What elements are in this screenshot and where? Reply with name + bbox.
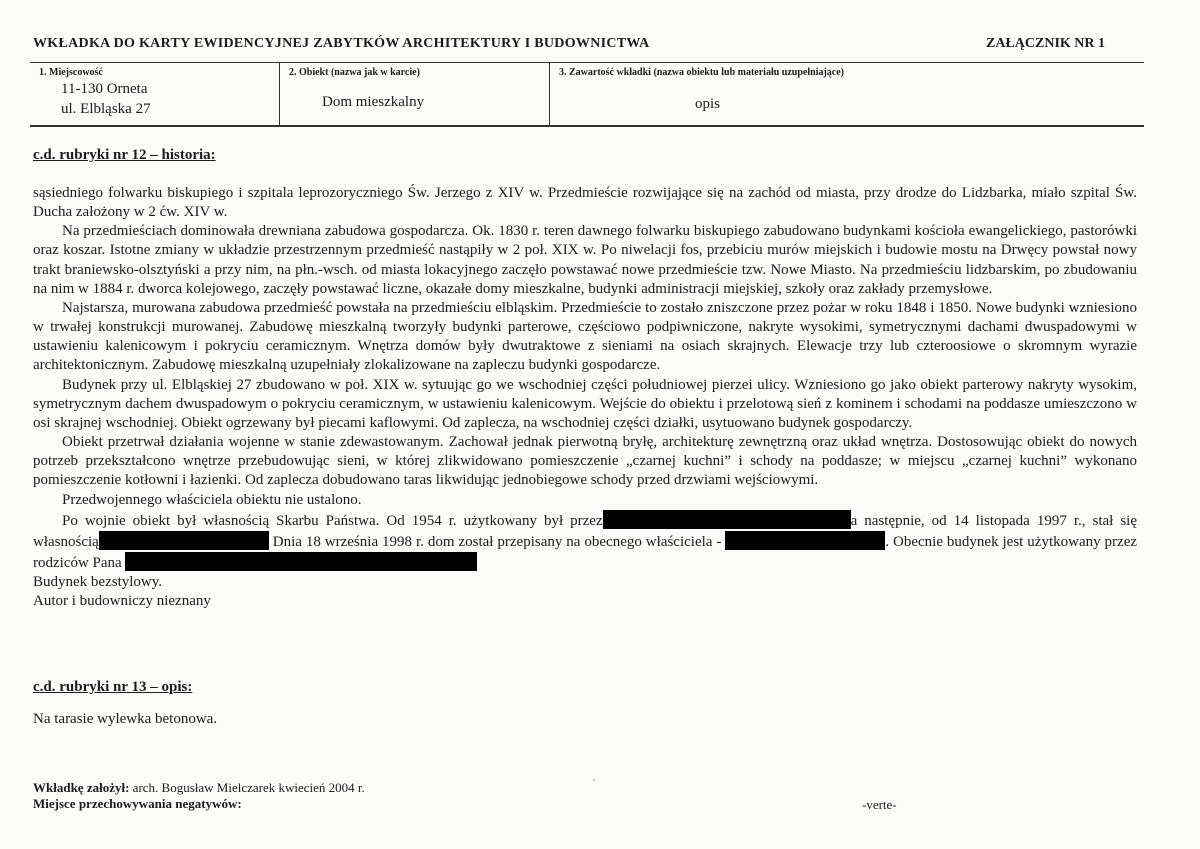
location-street: ul. Elbląska 27 [61, 101, 151, 117]
ownership-paragraph [33, 510, 1137, 573]
style-note: Budynek bezstylowy. [33, 574, 163, 591]
redaction-bar [99, 531, 269, 550]
verte-note: -verte- [862, 797, 897, 812]
location-cell [30, 63, 280, 125]
content-cell [549, 63, 1143, 125]
section13-heading: c.d. rubryki nr 13 – opis: [33, 679, 193, 695]
location-postal: 11-130 Orneta [61, 81, 148, 97]
content-label: 3. Zawartość wkładki (nazwa obiektu lub materiału uzupełniające) [559, 67, 845, 78]
history-paragraph: Obiekt przetrwał działania wojenne w stanie zdewastowanym. Zachował jednak pierwotną bryłę, architekturę zewnętrzną oraz układ wnętrza. Dostosowując obiekt do nowych potrzeb przekształcono wnętrze przebudowując sieni, w której zlikwidowano pomieszczenie „czarnej kuchni” i schody na poddasze; w miejscu „czarnej kuchni” wykonano pomieszczenie kotłowni i łazienki. Od zaplecza dobudowano taras likwidując jednobiegowe schody przed drzwiami wejściowymi. [33, 434, 1137, 489]
history-paragraph: Na przedmieściach dominowała drewniana zabudowa gospodarcza. Ok. 1830 r. teren dawnego folwarku biskupiego zabudowano budynkami kościoła ewangelickiego, pastorówki oraz koszar. Istotne zmiany w układzie przestrzennym przedmieść nastąpiły w 2 poł. XIX w. Po niwelacji fos, przebiciu murów miejskich i budowie mostu na Drwęcy powstał nowy trakt braniewsko-olsztyński a przy nim, na płn.-wsch. od miasta lokacyjnego zaczęło powstawać nowe przedmieście tzw. Nowe Miasto. Na przedmieściu lidzbarskim, po zbudowaniu na nim w 1884 r. dworca kolejowego, zaczęły powstawać liczne, okazałe domy mieszkalne, budynki administracji miejskiej, szkoły oraz zakłady przemysłowe. [33, 223, 1137, 297]
history-paragraph: sąsiedniego folwarku biskupiego i szpitala leprozoryczniego Św. Jerzego z XIV w. Przedmieście rozwijające się na zachód od miasta, przy drodze do Lidzbarka, miało szpital Św. Ducha założony w 2 ćw. XIV w. [33, 185, 1137, 221]
author-value: arch. Bogusław Mielczarek kwiecień 2004 r. [132, 780, 365, 795]
ownership-text: . Obecnie budynek jest użytkowany przez rodziców Pana [33, 533, 1138, 571]
header-fields-table [30, 62, 1144, 127]
ownership-text: Dnia 18 września 1998 r. dom został przepisany na obecnego właściciela - [268, 533, 726, 550]
object-label: 2. Obiekt (nazwa jak w karcie) [289, 67, 420, 78]
insert-author-line [33, 780, 365, 796]
history-text [33, 184, 1137, 611]
history-paragraph: Przedwojennego właściciela obiektu nie ustalono. [62, 491, 362, 508]
pen-mark: ′ [593, 778, 596, 789]
section12-heading: c.d. rubryki nr 12 – historia: [33, 147, 216, 163]
negatives-location-label: Miejsce przechowywania negatywów: [33, 796, 242, 811]
author-note: Autor i budowniczy nieznany [33, 593, 211, 610]
document-title: WKŁADKA DO KARTY EWIDENCYJNEJ ZABYTKÓW ARCHITEKTURY I BUDOWNICTWA [33, 36, 650, 51]
redaction-bar [125, 552, 477, 571]
content-value: opis [695, 96, 721, 112]
redaction-bar [725, 531, 885, 550]
location-label: 1. Miejscowość [39, 67, 103, 78]
ownership-text: Po wojnie obiekt był własnością Skarbu Państwa. Od 1954 r. użytkowany był przez [62, 512, 603, 529]
ownership-text: a następnie, od 14 listopada 1997 r., stał się własnością [33, 512, 1137, 550]
object-cell [279, 63, 550, 125]
object-value: Dom mieszkalny [322, 94, 425, 110]
annex-number: ZAŁĄCZNIK NR 1 [986, 36, 1106, 51]
author-label: Wkładkę założył: [33, 780, 130, 795]
redaction-bar [603, 510, 851, 529]
history-paragraph: Najstarsza, murowana zabudowa przedmieść powstała na przedmieściu elbląskim. Przedmieście to zostało zniszczone przez pożar w roku 1848 i 1850. Nowe budynki wzniesiono w trwałej konstrukcji murowanej. Zabudowę mieszkalną tworzyły budynki parterowe, częściowo podpiwniczone, nakryte wysokimi, symetrycznymi dachami dwuspadowymi w ustawieniu kalenicowym i pokryciu ceramicznym. Wnętrza domów były dwutraktowe z sieniami na osiach skrajnych. Elewacje trzy lub czteroosiowe o skromnym wyrazie architektonicznym. Zabudowę mieszkalną uzupełniały zlokalizowane na zapleczu budynki gospodarcze. [33, 299, 1137, 374]
history-paragraph: Budynek przy ul. Elbląskiej 27 zbudowano w poł. XIX w. sytuując go we wschodniej części południowej pierzei ulicy. Wzniesiono go jako obiekt parterowy nakryty wysokim, symetrycznym dachem dwuspadowym o pokryciu ceramicznym, w ustawieniu kalenicowym. Wejście do obiektu i przelotową sień z kominem i schodami na poddasze umieszczono w osi skrajnej wschodniej. Obiekt ogrzewany był piecami kaflowymi. Od zaplecza, na wschodniej części działki, usytuowano budynek gospodarczy. [33, 376, 1137, 431]
description-text: Na tarasie wylewka betonowa. [33, 711, 218, 727]
